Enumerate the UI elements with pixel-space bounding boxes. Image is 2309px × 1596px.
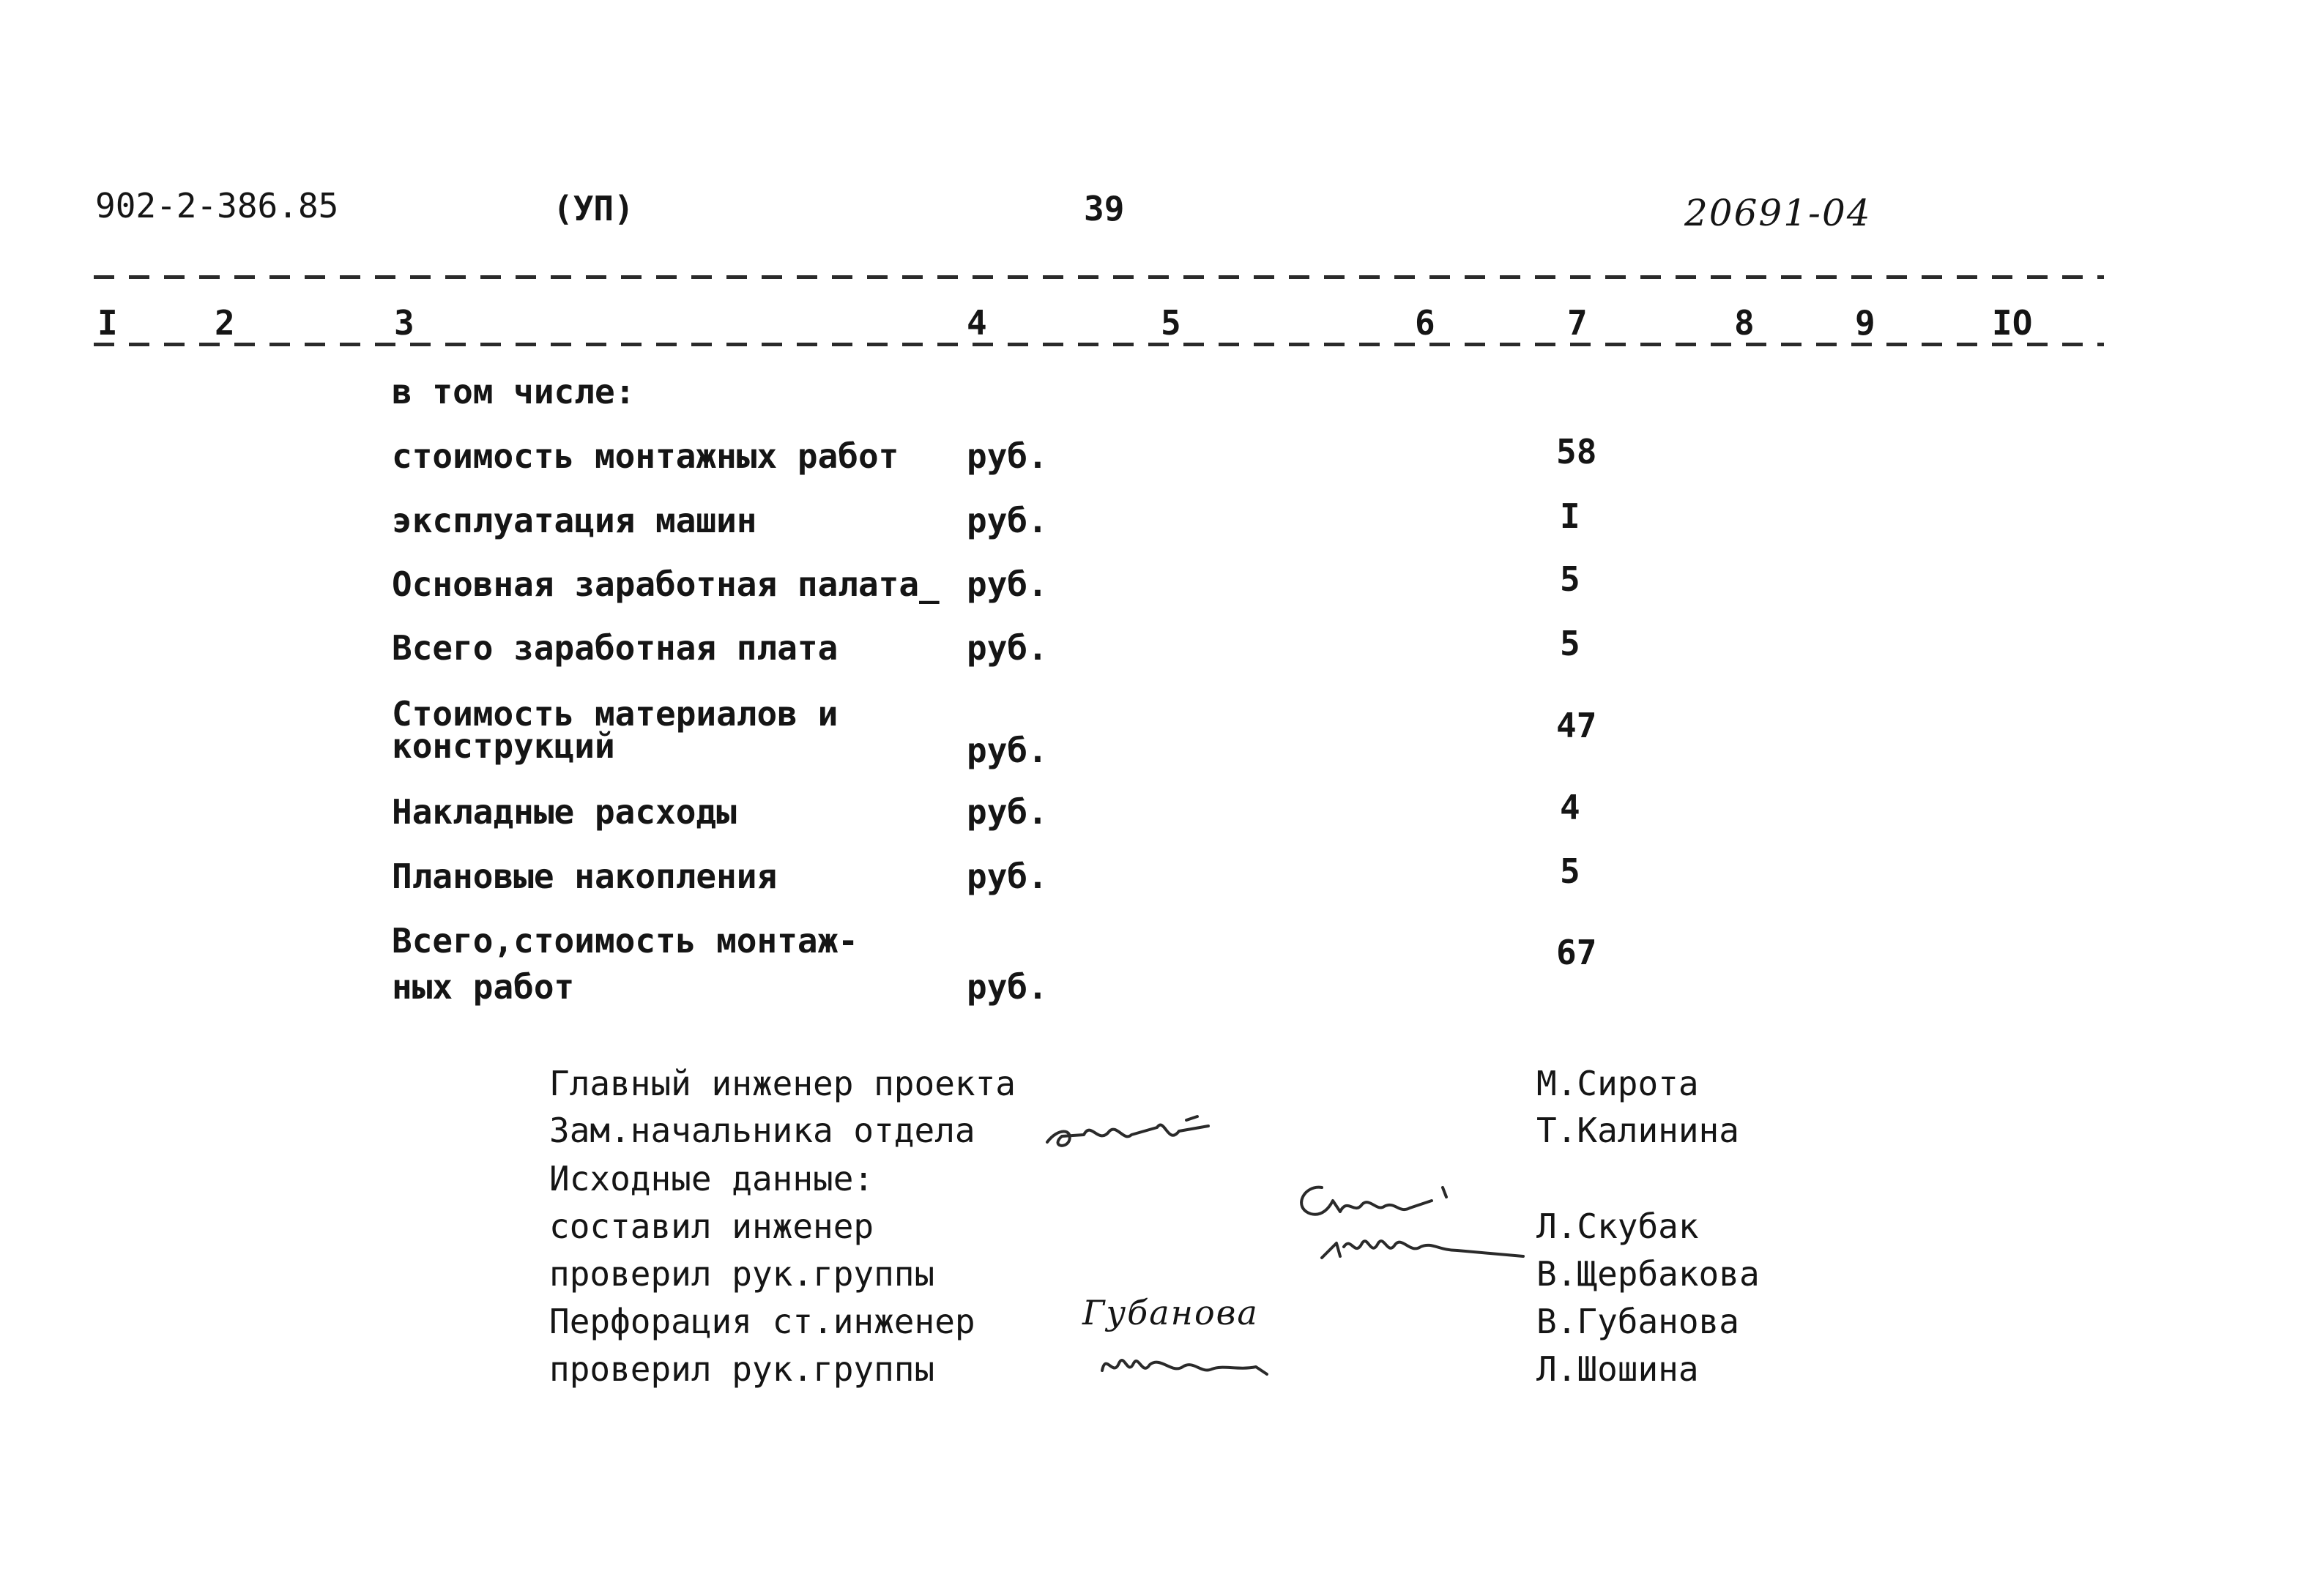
row-label: эксплуатация машин xyxy=(392,501,757,540)
row-value: 5 xyxy=(1560,851,1580,891)
column-number-2: 2 xyxy=(215,303,235,343)
row-unit: руб. xyxy=(967,857,1048,896)
approval-name: Т.Калинина xyxy=(1536,1111,1739,1150)
row-unit: руб. xyxy=(967,967,1048,1007)
approval-name: В.Щербакова xyxy=(1536,1254,1760,1294)
header-divider-top xyxy=(94,275,2104,279)
row-value: 5 xyxy=(1560,624,1580,663)
row-unit: руб. xyxy=(967,792,1048,832)
approval-role: проверил рук.группы xyxy=(549,1349,935,1389)
row-unit: руб. xyxy=(967,501,1048,540)
approval-role: составил инженер xyxy=(549,1207,874,1246)
column-number-3: 3 xyxy=(394,303,414,343)
row-value: 67 xyxy=(1556,933,1597,972)
row-label-line-2: ных работ xyxy=(392,967,575,1007)
approval-role: проверил рук.группы xyxy=(549,1254,935,1294)
row-value: 47 xyxy=(1556,706,1597,745)
row-label: Основная заработная палата_ xyxy=(392,564,940,604)
column-number-5: 5 xyxy=(1161,303,1181,343)
row-label-line-1: Стоимость материалов и xyxy=(392,694,839,734)
approval-role: Исходные данные: xyxy=(549,1159,874,1198)
column-number-9: 9 xyxy=(1855,303,1875,343)
row-label: Всего заработная плата xyxy=(392,628,839,668)
approval-name: М.Сирота xyxy=(1536,1064,1699,1103)
column-number-4: 4 xyxy=(967,303,987,343)
approval-role: Перфорация ст.инженер xyxy=(549,1302,975,1341)
row-unit: руб. xyxy=(967,628,1048,668)
approval-name: Л.Шошина xyxy=(1536,1349,1699,1389)
row-label: стоимость монтажных работ xyxy=(392,436,899,476)
column-number-10: IO xyxy=(1992,303,2033,343)
row-value: 5 xyxy=(1560,559,1580,599)
signature-shoshina xyxy=(1091,1341,1282,1385)
row-value: 4 xyxy=(1560,788,1580,827)
subheading: в том числе: xyxy=(392,372,636,411)
page-number: 39 xyxy=(1084,189,1125,228)
column-number-1: I xyxy=(97,303,118,343)
row-label: Накладные расходы xyxy=(392,792,737,832)
row-unit: руб. xyxy=(967,731,1048,770)
header-divider-bottom xyxy=(94,343,2104,346)
column-number-6: 6 xyxy=(1415,303,1435,343)
row-label: Плановые накопления xyxy=(392,857,778,896)
row-label-line-1: Всего,стоимость монтаж- xyxy=(392,921,858,961)
row-value: 58 xyxy=(1556,432,1597,471)
section-code: (УП) xyxy=(553,189,634,228)
approval-role: Главный инженер проекта xyxy=(549,1064,1016,1103)
column-number-8: 8 xyxy=(1734,303,1755,343)
document-code: 902-2-386.85 xyxy=(95,186,339,225)
row-value: I xyxy=(1560,496,1580,536)
signature-scherbakova xyxy=(1311,1221,1531,1272)
approval-role: Зам.начальника отдела xyxy=(549,1111,975,1150)
signature-gubanova: Губанова xyxy=(1082,1293,1259,1332)
row-unit: руб. xyxy=(967,436,1048,476)
column-number-7: 7 xyxy=(1567,303,1588,343)
approval-name: Л.Скубак xyxy=(1536,1207,1699,1246)
signature-kalinina xyxy=(1040,1105,1245,1157)
row-unit: руб. xyxy=(967,564,1048,604)
sheet-code: 20691-04 xyxy=(1684,192,1872,234)
approval-name: В.Губанова xyxy=(1536,1302,1739,1341)
row-label-line-2: конструкций xyxy=(392,726,615,766)
